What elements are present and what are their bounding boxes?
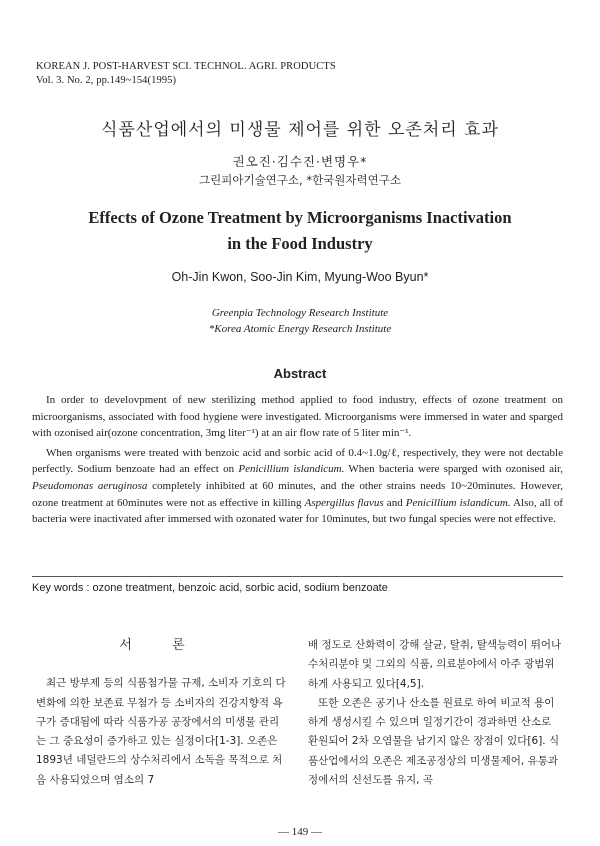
abstract-text: Also, all of bacteria were inactivated after immersed with ozonated water for 10minutes, but two fungal species were not effective. bbox=[32, 496, 563, 526]
abstract-text: When organisms were treated with benzoic acid and sorbic acid of 0.4~1.0g/ℓ, respectively, they were not dectable perfectly. Sodium benzoate had an effect on bbox=[32, 446, 563, 476]
divider bbox=[32, 576, 563, 577]
page-number: — 149 — bbox=[278, 826, 322, 838]
abstract-text: and bbox=[383, 496, 406, 509]
abstract-paragraph-2 bbox=[32, 445, 563, 528]
authors-english: Oh-Jin Kwon, Soo-Jin Kim, Myung-Woo Byun* bbox=[171, 270, 429, 284]
section-title: 서 론 bbox=[119, 638, 203, 653]
species-name: Aspergillus flavus bbox=[304, 496, 384, 509]
abstract-heading: Abstract bbox=[273, 366, 327, 381]
journal-volume: Vol. 3. No. 2, pp.149~154(1995) bbox=[36, 75, 177, 86]
title-korean: 식품산업에서의 미생물 제어를 위한 오존처리 효과 bbox=[101, 120, 499, 140]
journal-name: KOREAN J. POST-HARVEST SCI. TECHNOL. AGRI. PRODUCTS bbox=[36, 61, 336, 72]
keywords: Key words : ozone treatment, benzoic acid, sorbic acid, sodium benzoate bbox=[32, 582, 388, 594]
intro-paragraph-2: 배 정도로 산화력이 강해 살균, 탈취, 탈색능력이 뛰어나 수처리분야 및 그외의 식품, 의료분야에서 아주 광범위하게 사용되고 있다[4,5]. bbox=[308, 639, 562, 690]
abstract-paragraph-1: In order to develovpment of new sterilizing method applied to food industry, effects of ozone treatment on microorganisms, associated with food hygiene were investigated. Microorganisms were immersed in water and sparged with ozonised air(ozone concentration, 3mg liter⁻¹) at an air flow rate of 5 liter min⁻¹. bbox=[32, 394, 563, 440]
journal-header bbox=[36, 60, 336, 88]
affiliation-english-line2: *Korea Atomic Energy Research Institute bbox=[208, 323, 392, 335]
species-name: Penicillium islandicum. bbox=[405, 496, 511, 509]
species-name: Penicillium islandicum. bbox=[238, 463, 345, 476]
abstract-text: completely inhibited at 60 minutes, and the other strains needs 10~20minutes. However, ozone treatment at 60minutes were not as effective in killing bbox=[32, 479, 564, 509]
right-column bbox=[308, 636, 562, 790]
abstract-text: When bacteria were sparged with ozonised air, bbox=[344, 463, 563, 476]
title-english-line2: in the Food Industry bbox=[227, 234, 373, 253]
intro-paragraph-3: 또한 오존은 공기나 산소를 원료로 하여 비교적 용이하게 생성시킬 수 있으며 일정기간이 경과하면 산소로 환원되어 2차 오염물을 남기지 않은 장점이 있다[6]. 식품산업에서의 오존은 제조공정상의 미생물제어, 유통과정에서의 신선도를 유지, 곡 bbox=[308, 696, 560, 787]
abstract-body bbox=[32, 392, 563, 531]
authors-korean: 권오진·김수진·변명우* bbox=[232, 154, 368, 169]
species-name: Pseudomonas aeruginosa bbox=[32, 479, 148, 492]
intro-paragraph-1: 최근 방부제 등의 식품첨가물 규제, 소비자 기호의 다변화에 의한 보존료 무첨가 등 소비자의 건강지향적 욕구가 증대됨에 따라 식품가공 공장에서의 미생물 관리는 그 중요성이 증가하고 있는 실정이다[1-3]. 오존은 1893년 네덜란드의 상수처리에서 소독을 목적으로 처음 사용되었으며 염소의 7 bbox=[36, 677, 286, 786]
affiliation-english bbox=[0, 305, 600, 337]
left-column bbox=[36, 636, 286, 790]
title-english bbox=[0, 205, 600, 257]
affiliation-korean: 그린피아기술연구소, *한국원자력연구소 bbox=[199, 173, 401, 187]
title-english-line1: Effects of Ozone Treatment by Microorganisms Inactivation bbox=[88, 208, 512, 227]
affiliation-english-line1: Greenpia Technology Research Institute bbox=[211, 307, 389, 319]
